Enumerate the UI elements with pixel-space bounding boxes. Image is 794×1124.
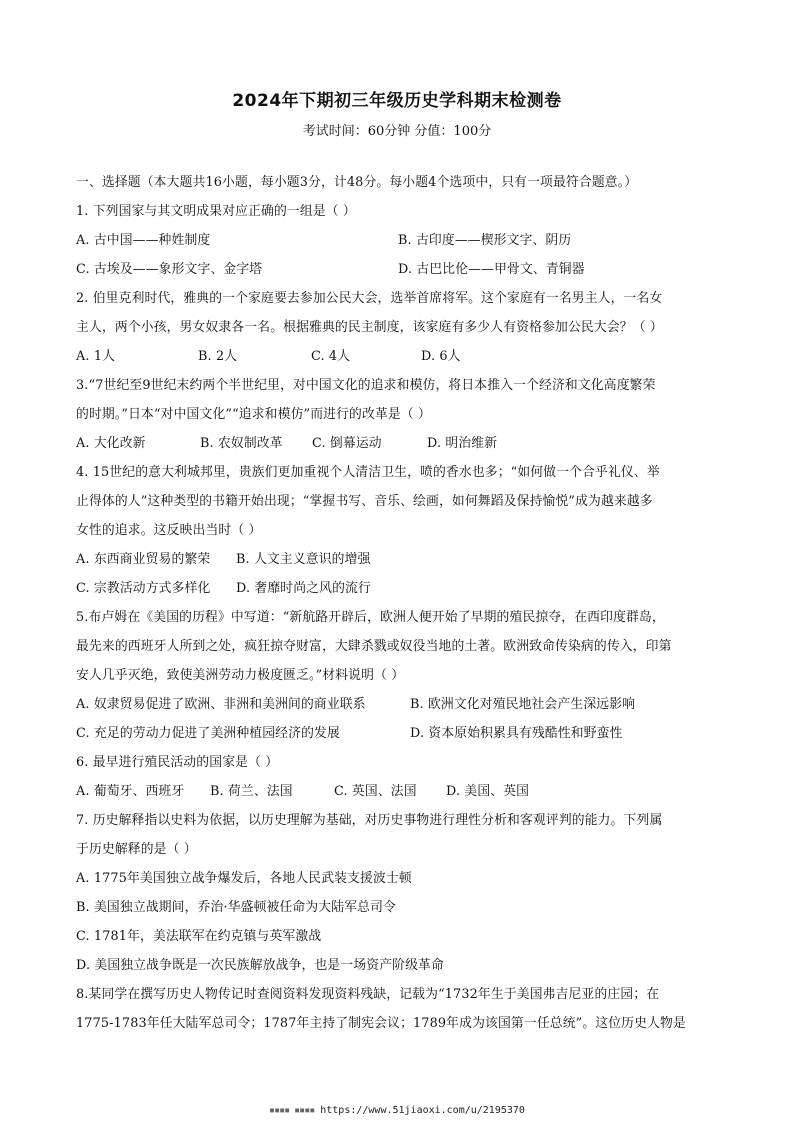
section-heading: 一、选择题（本大题共16小题，每小题3分，计48分。每小题4个选项中，只有一项最符合题意。） xyxy=(76,175,638,190)
question-3-stem-line-2: 的时期。”日本“对中国文化”“追求和模仿”而进行的改革是（ ） xyxy=(76,407,431,422)
question-5-option-b: B. 欧洲文化对殖民地社会产生深远影响 xyxy=(410,697,636,712)
question-7-option-b: B. 美国独立战期间，乔治·华盛顿被任命为大陆军总司令 xyxy=(76,900,396,915)
question-1-stem: 1. 下列国家与其文明成果对应正确的一组是（ ） xyxy=(76,204,356,219)
question-1-option-d: D. 古巴比伦——甲骨文、青铜器 xyxy=(398,262,585,277)
question-4-stem-line-3: 女性的追求。这反映出当时（ ） xyxy=(76,523,262,538)
question-7-option-d: D. 美国独立战争既是一次民族解放战争，也是一场资产阶级革命 xyxy=(76,958,444,973)
question-2-stem-line-2: 主人，两个小孩，男女奴隶各一名。根据雅典的民主制度，该家庭有多少人有资格参加公民大会？（ ） xyxy=(76,320,663,335)
question-4-option-c: C. 宗教活动方式多样化 xyxy=(76,581,211,596)
question-3-option-b: B. 农奴制改革 xyxy=(200,436,283,451)
question-6-option-b: B. 荷兰、法国 xyxy=(210,784,293,799)
question-3-option-a: A. 大化改新 xyxy=(76,436,146,451)
question-4-stem-line-2: 止得体的人”这种类型的书籍开始出现；“掌握书写、音乐、绘画，如何舞蹈及保持愉悦”成为越来越多 xyxy=(76,494,653,509)
question-7-option-c: C. 1781年，美法联军在约克镇与英军激战 xyxy=(76,929,322,944)
footer-prefix: ▪▪▪▪ ▪▪▪▪ xyxy=(269,1105,315,1116)
exam-subtitle: 考试时间：60分钟 分值：100分 xyxy=(302,124,492,139)
question-5-option-c: C. 充足的劳动力促进了美洲种植园经济的发展 xyxy=(76,726,340,741)
question-7-stem-line-1: 7. 历史解释指以史料为依据，以历史理解为基础，对历史事物进行理性分析和客观评判的能力。下列属 xyxy=(76,813,663,828)
question-7-option-a: A. 1775年美国独立战争爆发后，各地人民武装支援波士顿 xyxy=(76,871,412,886)
question-2-option-a: A. 1人 xyxy=(76,349,116,364)
question-7-stem-line-2: 于历史解释的是（ ） xyxy=(76,842,197,857)
question-4-option-a: A. 东西商业贸易的繁荣 xyxy=(76,552,211,567)
question-3-option-d: D. 明治维新 xyxy=(427,436,498,451)
question-8-stem-line-2: 1775-1783年任大陆军总司令；1787年主持了制宪会议；1789年成为该国第一任总统”。这位历史人物是 xyxy=(76,1016,686,1031)
question-5-option-a: A. 奴隶贸易促进了欧洲、非洲和美洲间的商业联系 xyxy=(76,697,366,712)
question-2-option-b: B. 2人 xyxy=(198,349,238,364)
question-4-option-d: D. 奢靡时尚之风的流行 xyxy=(236,581,371,596)
question-2-option-c: C. 4人 xyxy=(311,349,351,364)
question-3-option-c: C. 倒幕运动 xyxy=(312,436,382,451)
exam-title: 2024年下期初三年级历史学科期末检测卷 xyxy=(232,91,562,111)
question-2-option-d: D. 6人 xyxy=(421,349,461,364)
question-5-stem-line-3: 安人几乎灭绝，致使美洲劳动力极度匮乏。”材料说明（ ） xyxy=(76,668,405,683)
footer-source xyxy=(0,1105,794,1116)
question-4-stem-line-1: 4. 15世纪的意大利城邦里，贵族们更加重视个人清洁卫生，喷的香水也多；“如何做一个合乎礼仪、举 xyxy=(76,465,660,480)
question-3-stem-line-1: 3.“7世纪至9世纪末约两个半世纪里，对中国文化的追求和模仿，将日本推入一个经济和文化高度繁荣 xyxy=(76,378,656,393)
question-8-stem-line-1: 8.某同学在撰写历史人物传记时查阅资料发现资料残缺，记载为“1732年生于美国弗吉尼亚的庄园；在 xyxy=(76,987,660,1002)
question-5-stem-line-1: 5.布卢姆在《美国的历程》中写道：“新航路开辟后，欧洲人便开始了早期的殖民掠夺，在西印度群岛， xyxy=(76,610,665,625)
question-5-stem-line-2: 最先来的西班牙人所到之处，疯狂掠夺财富，大肆杀戮或奴役当地的土著。欧洲致命传染病的传入，印第 xyxy=(76,639,672,654)
footer-url-link[interactable]: https://www.51jiaoxi.com/u/2195370 xyxy=(320,1105,525,1116)
question-6-option-a: A. 葡萄牙、西班牙 xyxy=(76,784,185,799)
question-1-option-c: C. 古埃及——象形文字、金字塔 xyxy=(76,262,263,277)
question-6-option-d: D. 美国、英国 xyxy=(446,784,530,799)
question-6-stem: 6. 最早进行殖民活动的国家是（ ） xyxy=(76,755,279,770)
question-5-option-d: D. 资本原始积累具有残酷性和野蛮性 xyxy=(410,726,623,741)
question-1-option-a: A. 古中国——种姓制度 xyxy=(76,233,211,248)
question-6-option-c: C. 英国、法国 xyxy=(334,784,417,799)
question-1-option-b: B. 古印度——楔形文字、阴历 xyxy=(398,233,572,248)
question-4-option-b: B. 人文主义意识的增强 xyxy=(236,552,371,567)
question-2-stem-line-1: 2. 伯里克利时代，雅典的一个家庭要去参加公民大会，选举首席将军。这个家庭有一名男主人，一名女 xyxy=(76,291,663,306)
